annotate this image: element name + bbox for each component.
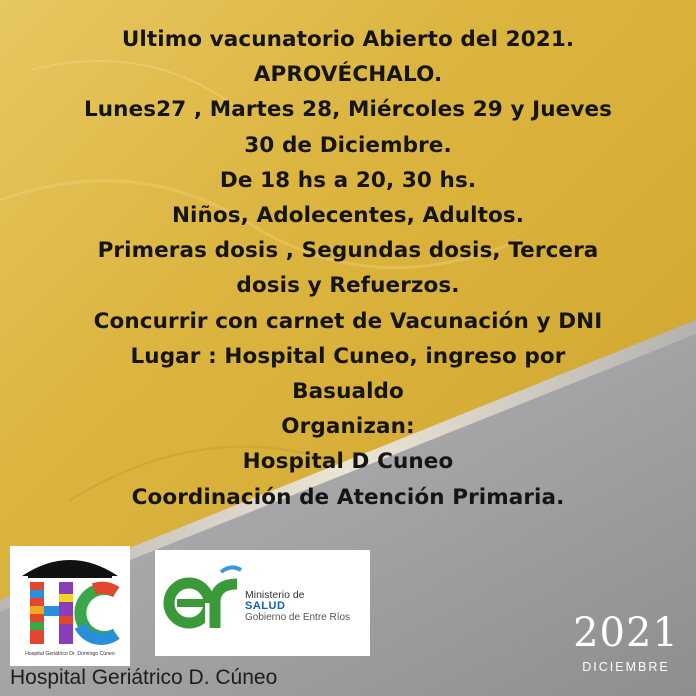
ministry-line1: Ministerio de xyxy=(245,589,305,601)
announcement-line: Concurrir con carnet de Vacunación y DNI xyxy=(93,308,603,334)
announcement-line: Coordinación de Atención Primaria. xyxy=(131,484,565,510)
ministry-er-icon xyxy=(155,550,245,656)
announcement-line: Hospital D Cuneo xyxy=(242,449,454,475)
date-year: 2021 xyxy=(573,610,679,656)
ministry-logo xyxy=(155,550,370,656)
ministry-line2: SALUD xyxy=(245,600,286,612)
ministry-line3: Gobierno de Entre Ríos xyxy=(245,612,351,623)
announcement-text xyxy=(0,22,696,515)
announcement-line: Primeras dosis , Segundas dosis, Tercera xyxy=(97,238,599,264)
date-month: DICIEMBRE xyxy=(582,660,670,674)
announcement-line: Organizan: xyxy=(281,414,415,440)
announcement-line: De 18 hs a 20, 30 hs. xyxy=(219,167,477,193)
announcement-line: Niños, Adolecentes, Adultos. xyxy=(171,203,525,229)
ministry-text xyxy=(245,590,350,623)
hospital-logo xyxy=(10,546,130,666)
announcement-line: Ultimo vacunatorio Abierto del 2021. xyxy=(121,27,575,52)
announcement-line: Basualdo xyxy=(292,379,404,405)
hospital-logo-icon xyxy=(10,546,130,666)
hospital-caption: Hospital Geriátrico D. Cúneo xyxy=(10,666,278,689)
announcement-line: APROVÉCHALO. xyxy=(253,62,443,88)
announcement-line: Lugar : Hospital Cuneo, ingreso por xyxy=(130,343,566,369)
announcement-line: 30 de Diciembre. xyxy=(244,132,452,158)
announcement-line: dosis y Refuerzos. xyxy=(236,273,460,299)
hospital-logo-small-caption: Hospital Geriátrico Dr. Domingo Cúneo xyxy=(25,651,115,657)
announcement-line: Lunes27 , Martes 28, Miércoles 29 y Jueves xyxy=(83,97,613,123)
